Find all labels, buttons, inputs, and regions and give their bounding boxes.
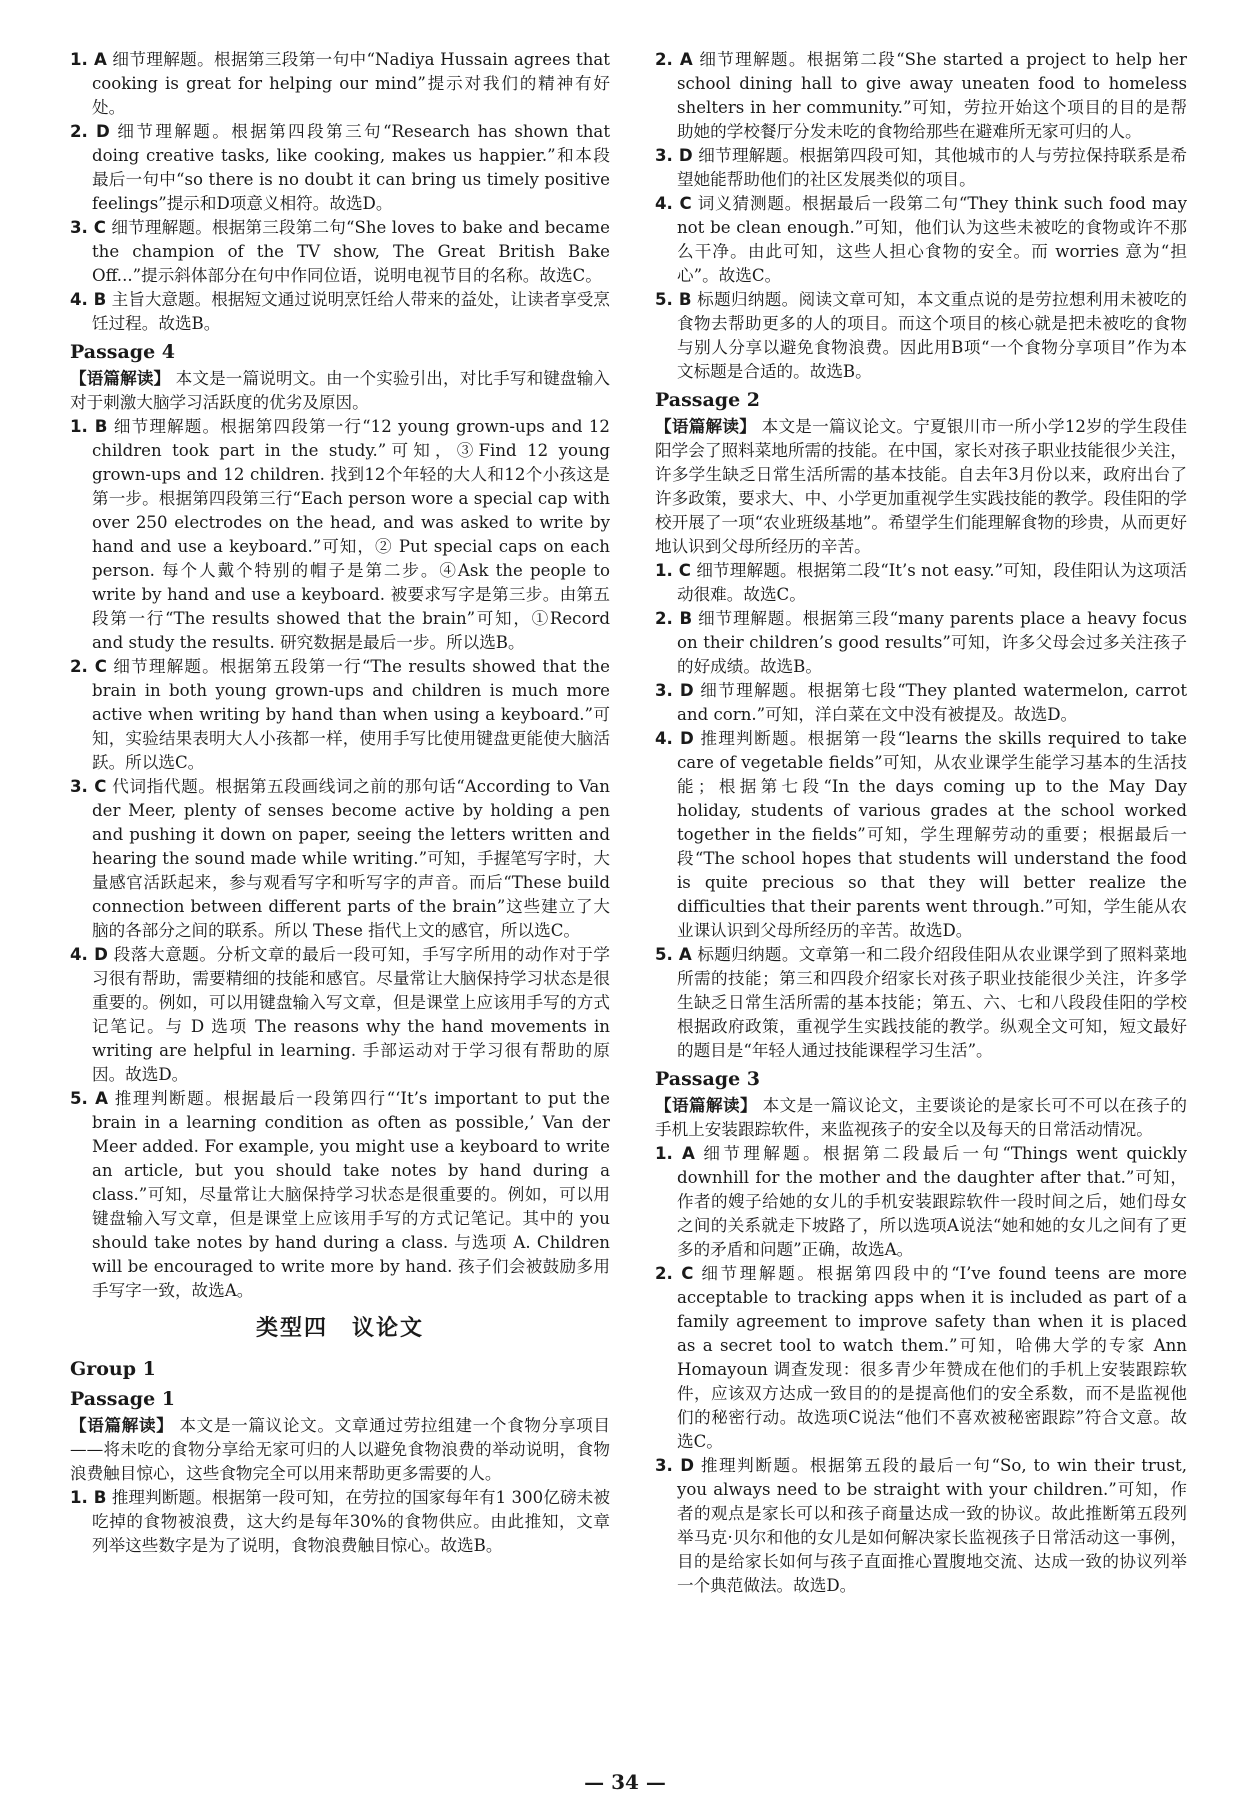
answer-item: 2. C 细节理解题。根据第五段第一行“The results showed that the brain in both young grown-ups and children is much more active when writing by hand than when using a keyboard.”可知，实验结果表明大人小孩都一样，使用手写比使用键盘更能使大脑活跃。所以选C。 — [70, 657, 610, 772]
answer-item: 1. A 细节理解题。根据第二段最后一句“Things went quickly downhill for the mother and the daughter after that.”可知，作者的嫂子给她的女儿的手机安装跟踪软件一段时间之后，她们母女之间的关系就走下坡路了，所以选项A说法“她和她的女儿之间有了更多的矛盾和问题”正确，故选A。 — [655, 1144, 1187, 1259]
answer-item: 2. C 细节理解题。根据第四段中的“I’ve found teens are more acceptable to tracking apps when it is included as part of a family agreement to improve safety than when it is placed as a secret tool to watch them.”可知，哈佛大学的专家 Ann Homayoun 调查发现：很多青少年赞成在他们的手机上安装跟踪软件，应该双方达成一致目的的是提高他们的安全系数，而不是监视他们的秘密行动。故选项C说法“他们不喜欢被秘密跟踪”符合文意。故选C。 — [655, 1264, 1187, 1451]
passage-heading: Passage 4 — [70, 341, 176, 363]
answer-item: 1. A 细节理解题。根据第三段第一句中“Nadiya Hussain agrees that cooking is great for helping our mind”提示对我们的精神有好处。 — [70, 50, 610, 117]
section-title: 类型四 议论文 — [255, 1315, 424, 1341]
passage-intro: 【语篇解读】 本文是一篇议论文。宁夏银川市一所小学12岁的学生段佳阳学会了照料菜地所需的技能。在中国，家长对孩子职业技能很少关注，许多学生缺乏日常生活所需的基本技能。自去年3月份以来，政府出台了许多政策，要求大、中、小学更加重视学生实践技能的教学。段佳阳的学校开展了一项“农业班级基地”。希望学生们能理解食物的珍贵，从而更好地认识到父母所经历的辛苦。 — [655, 416, 1188, 556]
answer-item: 2. B 细节理解题。根据第三段“many parents place a heavy focus on their children’s good results”可知，许多父母会过多关注孩子的好成绩。故选B。 — [655, 609, 1187, 676]
answer-item: 3. D 推理判断题。根据第五段的最后一句“So, to win their trust, you always need to be straight with your children.”可知，作者的观点是家长可以和孩子商量达成一致的协议。故此推断第五段列举马克·贝尔和他的女儿是如何解决家长监视孩子日常活动这一事例，目的是给家长如何与孩子直面推心置腹地交流、达成一致的协议列举一个典范做法。故选D。 — [655, 1456, 1187, 1595]
left-column — [70, 48, 610, 1558]
right-column — [655, 48, 1187, 1598]
answer-item: 3. D 细节理解题。根据第七段“They planted watermelon, carrot and corn.”可知，洋白菜在文中没有被提及。故选D。 — [655, 681, 1187, 724]
answer-item: 1. C 细节理解题。根据第二段“It’s not easy.”可知，段佳阳认为这项活动很难。故选C。 — [655, 561, 1187, 604]
passage-intro: 【语篇解读】 本文是一篇说明文。由一个实验引出，对比手写和键盘输入对于刺激大脑学习活跃度的优劣及原因。 — [70, 368, 610, 412]
answer-item: 4. C 词义猜测题。根据最后一段第二句“They think such food may not be clean enough.”可知，他们认为这些未被吃的食物或许不那么干净。由此可知，这些人担心食物的安全。而 worries 意为“担心”。故选C。 — [655, 194, 1187, 285]
answer-item: 4. D 段落大意题。分析文章的最后一段可知，手写字所用的动作对于学习很有帮助，需要精细的技能和感官。尽量常让大脑保持学习状态是很重要的。例如，可以用键盘输入写文章，但是课堂上应该用手写的方式记笔记。与 D 选项 The reasons why the hand movements in writing are helpful in learning. 手部运动对于学习很有帮助的原因。故选D。 — [70, 945, 610, 1084]
passage-heading: Passage 2 — [655, 389, 761, 411]
answer-item: 4. B 主旨大意题。根据短文通过说明烹饪给人带来的益处，让读者享受烹饪过程。故选B。 — [70, 290, 610, 333]
answer-item: 5. A 推理判断题。根据最后一段第四行“‘It’s important to put the brain in a learning condition as often as possible,’ Van der Meer added. For example, you might use a keyboard to write an article, but you should take notes by hand during a class.”可知，尽量常让大脑保持学习状态是很重要的。例如，可以用键盘输入写文章，但是课堂上应该用手写的方式记笔记。其中的 you should take notes by hand during a class. 与选项 A. Children will be encouraged to write more by hand. 孩子们会被鼓励多用手写字一致，故选A。 — [70, 1089, 610, 1300]
answer-item: 3. C 代词指代题。根据第五段画线词之前的那句话“According to Van der Meer, plenty of senses become active by holding a pen and pushing it down on paper, seeing the letters written and hearing the sound made while writing.”可知，手握笔写字时，大量感官活跃起来，参与观看写字和听写字的声音。而后“These build connection between different parts of the brain”这些建立了大脑的各部分之间的联系。所以 These 指代上文的感官，所以选C。 — [70, 777, 610, 940]
passage-intro: 【语篇解读】 本文是一篇议论文。文章通过劳拉组建一个食物分享项目——将未吃的食物分享给无家可归的人以避免食物浪费的举动说明，食物浪费触目惊心，这些食物完全可以用来帮助更多需要的人。 — [70, 1415, 610, 1483]
page-number: — 34 — — [584, 1770, 666, 1794]
answer-item: 1. B 推理判断题。根据第一段可知，在劳拉的国家每年有1 300亿磅未被吃掉的食物被浪费，这大约是每年30%的食物供应。由此推知，文章列举这些数字是为了说明，食物浪费触目惊心。故选B。 — [70, 1488, 610, 1555]
group-heading: Group 1 — [70, 1358, 156, 1380]
answer-item: 3. C 细节理解题。根据第三段第二句“She loves to bake and became the champion of the TV show, The Great British Bake Off...”提示斜体部分在句中作同位语，说明电视节目的名称。故选C。 — [70, 218, 610, 285]
passage-heading: Passage 1 — [70, 1388, 176, 1410]
answer-item: 5. B 标题归纳题。阅读文章可知，本文重点说的是劳拉想利用未被吃的食物去帮助更多的人的项目。而这个项目的核心就是把未被吃的食物与别人分享以避免食物浪费。因此用B项“一个食物分享项目”作为本文标题是合适的。故选B。 — [655, 290, 1187, 381]
passage-intro: 【语篇解读】 本文是一篇议论文，主要谈论的是家长可不可以在孩子的手机上安装跟踪软件，来监视孩子的安全以及每天的日常活动情况。 — [655, 1095, 1187, 1139]
answer-item: 4. D 推理判断题。根据第一段“learns the skills required to take care of vegetable fields”可知，从农业课学生能学习基本的生活技能；根据第七段“In the days coming up to the May Day holiday, students of various grades at the school worked together in the fields”可知，学生理解劳动的重要；根据最后一段“The school hopes that students will understand the food is quite precious so that they will better realize the difficulties that their parents went through.”可知，学生能从农业课认识到父母所经历的辛苦。故选D。 — [655, 729, 1188, 940]
passage-heading: Passage 3 — [655, 1068, 761, 1090]
answer-item: 1. B 细节理解题。根据第四段第一行“12 young grown-ups and 12 children took part in the study.”可知，③Find 12 young grown-ups and 12 children. 找到12个年轻的大人和12个小孩这是第一步。根据第四段第三行“Each person wore a special cap with over 250 electrodes on the head, and was asked to write by hand and use a keyboard.”可知，② Put special caps on each person. 每个人戴个特别的帽子是第二步。④Ask the people to write by hand and use a keyboard. 被要求写字是第三步。由第五段第一行“The results showed that the brain”可知，①Record and study the results. 研究数据是最后一步。所以选B。 — [70, 417, 610, 652]
answer-item: 2. A 细节理解题。根据第二段“She started a project to help her school dining hall to give away uneaten food to homeless shelters in her community.”可知，劳拉开始这个项目的目的是帮助她的学校餐厅分发未吃的食物给那些在避难所无家可归的人。 — [655, 50, 1187, 141]
answer-item: 3. D 细节理解题。根据第四段可知，其他城市的人与劳拉保持联系是希望她能帮助他们的社区发展类似的项目。 — [655, 146, 1187, 189]
answer-item: 5. A 标题归纳题。文章第一和二段介绍段佳阳从农业课学到了照料菜地所需的技能；第三和四段介绍家长对孩子职业技能很少关注，许多学生缺乏日常生活所需的基本技能；第五、六、七和八段段佳阳的学校根据政府政策，重视学生实践技能的教学。纵观全文可知，短文最好的题目是“年轻人通过技能课程学习生活”。 — [655, 945, 1187, 1060]
answer-item: 2. D 细节理解题。根据第四段第三句“Research has shown that doing creative tasks, like cooking, makes us happier.”和本段最后一句中“so there is no doubt it can bring us timely positive feelings”提示和D项意义相符。故选D。 — [70, 122, 610, 213]
